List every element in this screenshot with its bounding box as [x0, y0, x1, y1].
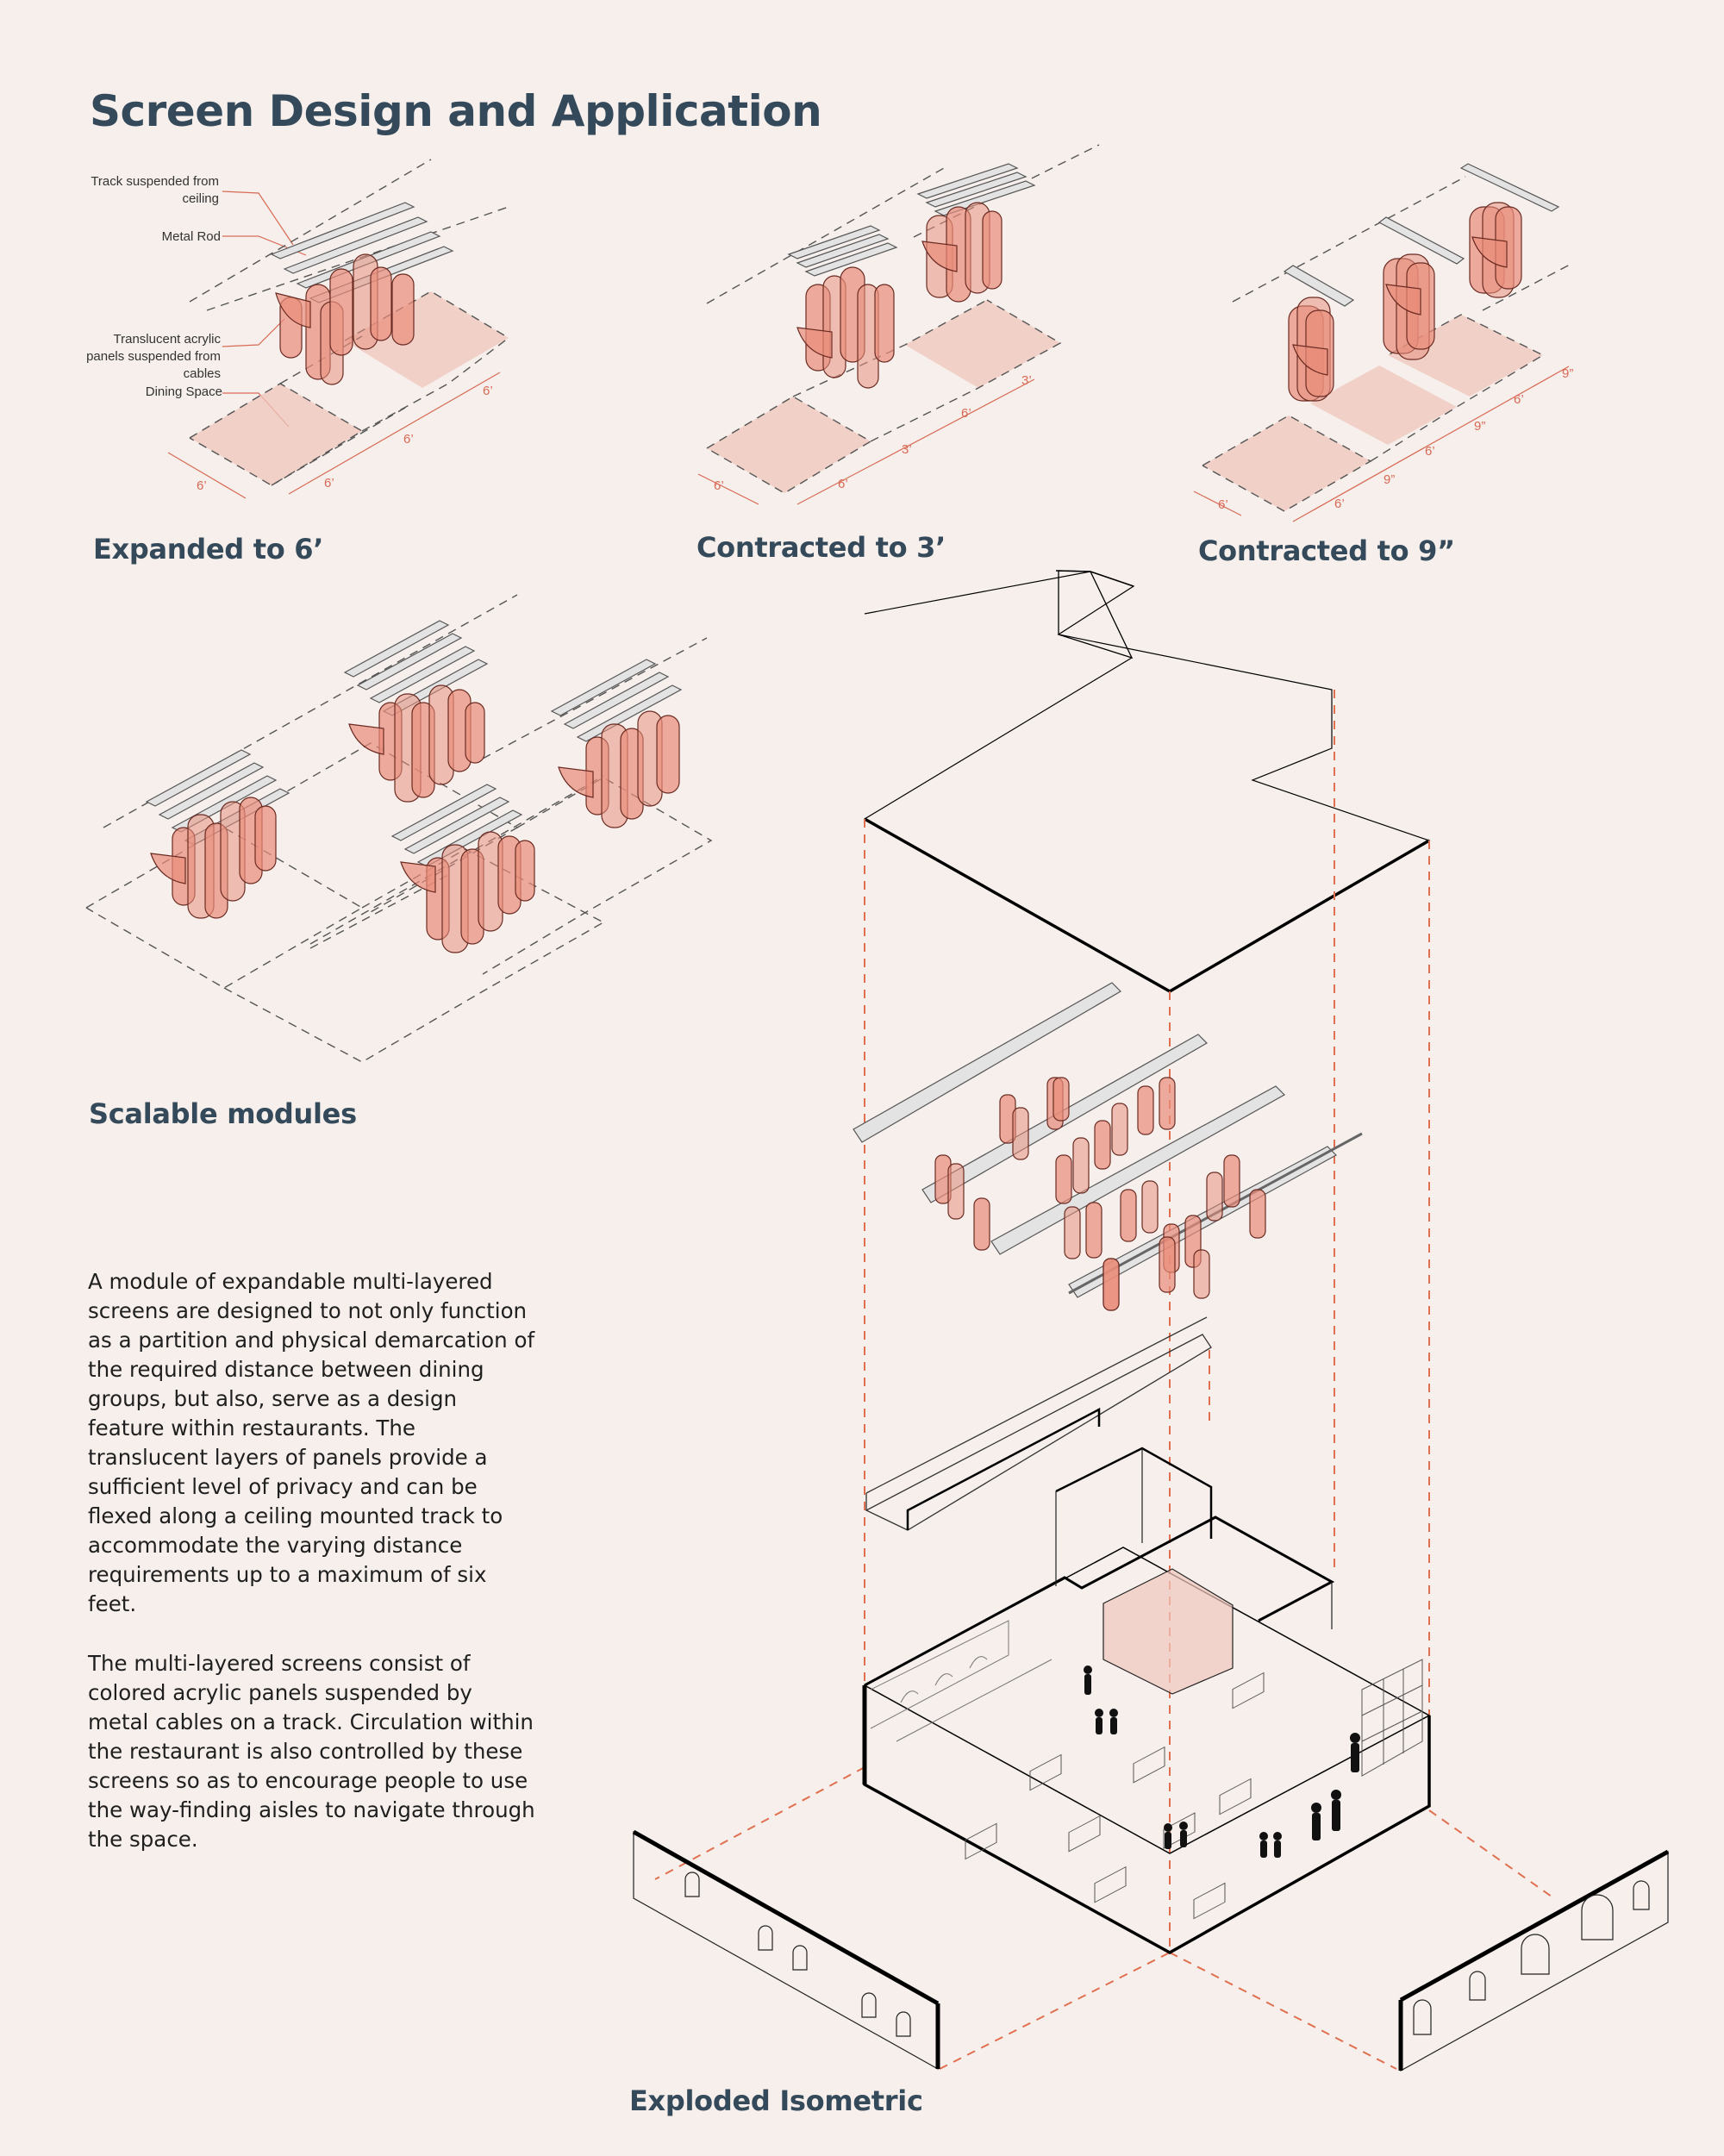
screen-grid-layer: [853, 983, 1362, 1310]
dim-label: 6’: [483, 384, 493, 398]
description-paragraph-2: The multi-layered screens consist of colored acrylic panels suspended by metal cables on a track. Circulation within the restaurant is also controlled by these screens so as to encourage people to use the way-finding aisles to navigate through the space.: [88, 1651, 535, 1852]
caption-scalable: Scalable modules: [89, 1097, 357, 1130]
rod-annotation: Metal Rod: [161, 229, 221, 244]
dim-label: 6’: [1334, 497, 1345, 511]
track-annotation: Track suspended from ceiling: [91, 174, 219, 206]
dim-label: 3’: [1021, 373, 1032, 388]
dining-annotation: Dining Space: [145, 384, 222, 399]
caption-contracted-3: Contracted to 3’: [696, 531, 946, 564]
dim-label: 3’: [902, 442, 912, 457]
dim-label: 6’: [403, 432, 414, 447]
dim-label: 9”: [1562, 366, 1574, 381]
description-paragraph-1: A module of expandable multi-layered screens are designed to not only function as a partition and physical demarcation of the required distance between dining groups, but also, serve as a design feature within restaurants. The translucent layers of panels provide a sufficient level of privacy and can be flexed along a ceiling mounted track to accommodate the varying distance requirements up to a maximum of six feet.: [88, 1269, 535, 1616]
roof-outline: [865, 572, 1429, 991]
dim-label: 6’: [714, 478, 724, 493]
dim-label: 6’: [197, 478, 207, 493]
caption-expanded: Expanded to 6’: [93, 533, 324, 566]
page-title: Screen Design and Application: [90, 86, 822, 136]
caption-contracted-9: Contracted to 9”: [1198, 534, 1455, 567]
left-wall-segment: [634, 1832, 938, 2069]
dim-label: 6’: [961, 406, 971, 421]
dim-label: 6’: [838, 477, 848, 491]
dim-label: 9”: [1474, 419, 1486, 434]
dim-label: 6’: [324, 476, 334, 491]
dim-label: 6’: [1514, 392, 1524, 407]
caption-exploded: Exploded Isometric: [629, 2084, 923, 2117]
panels-annotation: Translucent acrylic panels suspended from cables: [86, 332, 221, 381]
dim-label: 6’: [1218, 497, 1228, 512]
dim-label: 9”: [1384, 472, 1396, 487]
dim-label: 6’: [1425, 444, 1435, 459]
